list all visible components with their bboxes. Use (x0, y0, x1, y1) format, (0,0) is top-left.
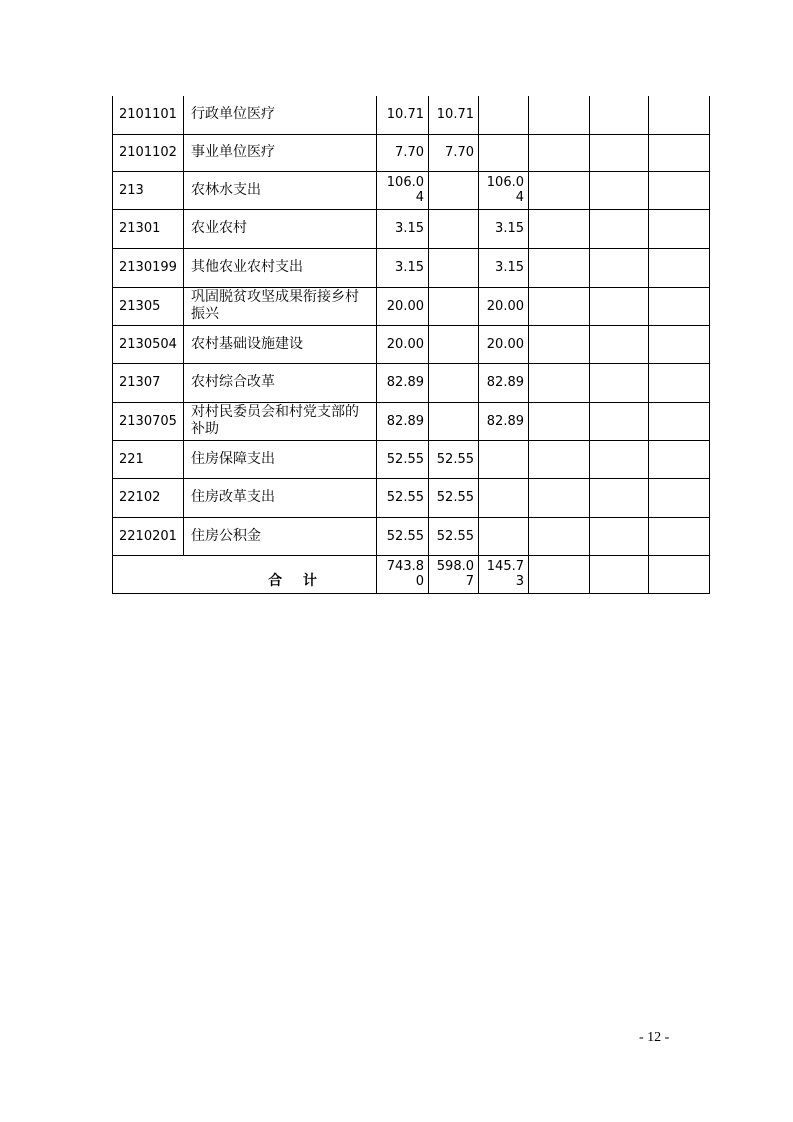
table-row (113, 517, 710, 555)
table-row (113, 248, 710, 287)
subject-name-cell: 住房保障支出 (184, 440, 377, 478)
subject-code-cell: 2130504 (113, 325, 184, 363)
empty-cell (649, 287, 710, 325)
empty-cell (590, 402, 649, 440)
project-expenditure-cell (479, 440, 529, 478)
basic-expenditure-cell: 10.71 (429, 96, 479, 134)
project-expenditure-cell (479, 517, 529, 555)
total-amount-cell: 7.70 (377, 134, 429, 171)
total-amount-cell: 20.00 (377, 287, 429, 325)
subject-name-cell: 事业单位医疗 (184, 134, 377, 171)
total-amount-cell: 52.55 (377, 517, 429, 555)
table-row (113, 402, 710, 440)
project-expenditure-cell: 20.00 (479, 325, 529, 363)
budget-expenditure-table (112, 96, 710, 594)
basic-expenditure-cell (429, 248, 479, 287)
empty-cell (590, 440, 649, 478)
project-expenditure-cell: 3.15 (479, 248, 529, 287)
subject-code-cell: 2130199 (113, 248, 184, 287)
subject-code-cell: 2130705 (113, 402, 184, 440)
grand-total-cell: 743.80 (377, 555, 429, 593)
empty-cell (529, 134, 590, 171)
empty-cell (649, 96, 710, 134)
empty-cell (529, 171, 590, 209)
empty-cell (590, 96, 649, 134)
empty-cell (590, 171, 649, 209)
subject-name-cell: 对村民委员会和村党支部的补助 (184, 402, 377, 440)
project-expenditure-cell: 3.15 (479, 209, 529, 248)
empty-cell (529, 440, 590, 478)
table-body (113, 96, 710, 593)
subject-code-cell: 22102 (113, 478, 184, 517)
empty-cell (529, 248, 590, 287)
empty-cell (529, 287, 590, 325)
empty-cell (649, 555, 710, 593)
basic-expenditure-cell: 52.55 (429, 440, 479, 478)
empty-cell (529, 402, 590, 440)
subject-code-cell: 2210201 (113, 517, 184, 555)
empty-cell (649, 134, 710, 171)
table-row (113, 209, 710, 248)
empty-cell (529, 325, 590, 363)
subject-name-cell: 农林水支出 (184, 171, 377, 209)
basic-total-cell: 598.07 (429, 555, 479, 593)
project-expenditure-cell: 82.89 (479, 402, 529, 440)
basic-expenditure-cell: 52.55 (429, 478, 479, 517)
subject-name-cell: 农业农村 (184, 209, 377, 248)
basic-expenditure-cell (429, 171, 479, 209)
empty-cell (590, 363, 649, 402)
empty-cell (649, 478, 710, 517)
total-amount-cell: 106.04 (377, 171, 429, 209)
subject-name-cell: 巩固脱贫攻坚成果衔接乡村振兴 (184, 287, 377, 325)
empty-cell (649, 517, 710, 555)
empty-cell (529, 478, 590, 517)
table-row (113, 363, 710, 402)
subject-name-cell: 行政单位医疗 (184, 96, 377, 134)
empty-cell (649, 363, 710, 402)
basic-expenditure-cell (429, 287, 479, 325)
table-row (113, 96, 710, 134)
empty-cell (529, 209, 590, 248)
subject-code-cell: 221 (113, 440, 184, 478)
subject-code-cell: 2101102 (113, 134, 184, 171)
total-amount-cell: 20.00 (377, 325, 429, 363)
total-amount-cell: 52.55 (377, 478, 429, 517)
project-expenditure-cell: 20.00 (479, 287, 529, 325)
empty-cell (590, 134, 649, 171)
empty-cell (649, 171, 710, 209)
basic-expenditure-cell (429, 363, 479, 402)
empty-cell (590, 555, 649, 593)
basic-expenditure-cell: 7.70 (429, 134, 479, 171)
empty-cell (590, 248, 649, 287)
empty-cell (590, 209, 649, 248)
project-expenditure-cell (479, 478, 529, 517)
table-row (113, 478, 710, 517)
subject-code-cell: 21305 (113, 287, 184, 325)
basic-expenditure-cell: 52.55 (429, 517, 479, 555)
empty-cell (590, 287, 649, 325)
empty-cell (649, 440, 710, 478)
page-number: - 12 - (639, 1030, 670, 1045)
total-amount-cell: 3.15 (377, 248, 429, 287)
subject-name-cell: 农村基础设施建设 (184, 325, 377, 363)
empty-cell (590, 517, 649, 555)
subject-name-cell: 住房公积金 (184, 517, 377, 555)
table-row (113, 171, 710, 209)
empty-cell (529, 517, 590, 555)
empty-cell (529, 363, 590, 402)
subject-name-cell: 住房改革支出 (184, 478, 377, 517)
empty-cell (649, 209, 710, 248)
total-amount-cell: 3.15 (377, 209, 429, 248)
project-expenditure-cell (479, 134, 529, 171)
empty-cell (529, 555, 590, 593)
empty-cell (590, 325, 649, 363)
subject-code-cell: 213 (113, 171, 184, 209)
empty-cell (649, 325, 710, 363)
empty-cell (529, 96, 590, 134)
project-expenditure-cell (479, 96, 529, 134)
empty-cell (649, 248, 710, 287)
basic-expenditure-cell (429, 402, 479, 440)
table-row (113, 287, 710, 325)
table-row (113, 134, 710, 171)
total-row (113, 555, 710, 593)
empty-cell (590, 478, 649, 517)
empty-cell (649, 402, 710, 440)
table-row (113, 440, 710, 478)
subject-code-cell: 21301 (113, 209, 184, 248)
project-expenditure-cell: 106.04 (479, 171, 529, 209)
subject-code-cell: 2101101 (113, 96, 184, 134)
total-amount-cell: 52.55 (377, 440, 429, 478)
project-total-cell: 145.73 (479, 555, 529, 593)
total-amount-cell: 10.71 (377, 96, 429, 134)
total-amount-cell: 82.89 (377, 402, 429, 440)
subject-name-cell: 农村综合改革 (184, 363, 377, 402)
project-expenditure-cell: 82.89 (479, 363, 529, 402)
total-label-cell: 合 计 (113, 555, 377, 593)
table-row (113, 325, 710, 363)
total-amount-cell: 82.89 (377, 363, 429, 402)
subject-name-cell: 其他农业农村支出 (184, 248, 377, 287)
basic-expenditure-cell (429, 209, 479, 248)
subject-code-cell: 21307 (113, 363, 184, 402)
basic-expenditure-cell (429, 325, 479, 363)
